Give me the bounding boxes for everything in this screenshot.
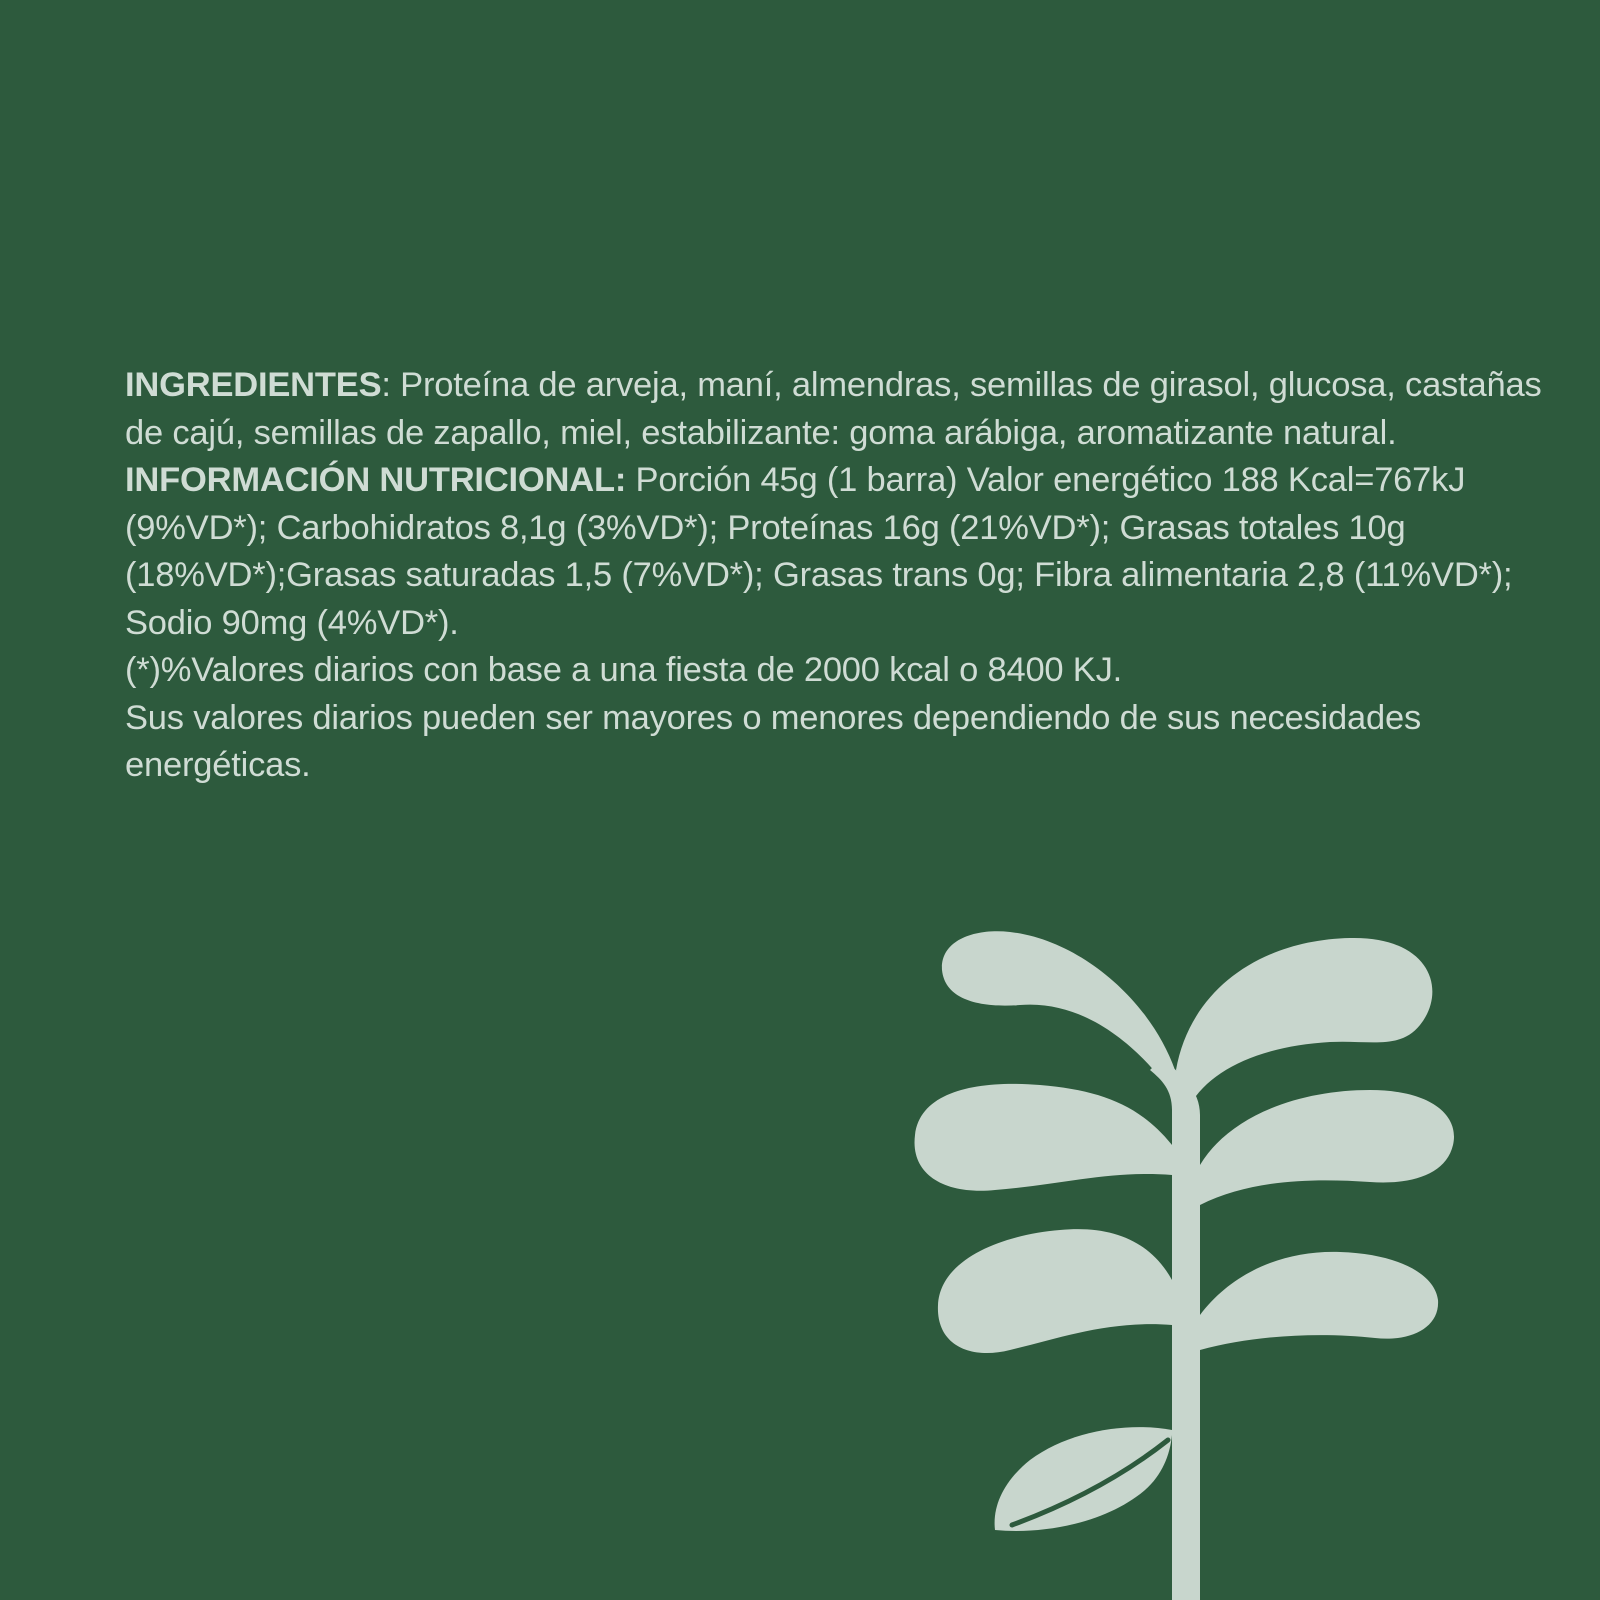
nutrition-paragraph [125, 457, 1545, 647]
ingredients-list: : Proteína de arveja, maní, almendras, semillas de girasol, glucosa, castañas de cajú, semillas de zapallo, miel, estabilizante: goma arábiga, aromatizante natural. [125, 366, 1542, 452]
ingredients-heading: INGREDIENTES [125, 366, 382, 404]
nutrition-label [125, 362, 1545, 790]
ingredients-paragraph [125, 362, 1545, 457]
plant-icon [900, 930, 1500, 1600]
daily-values-disclaimer: Sus valores diarios pueden ser mayores o menores dependiendo de sus necesidades energéticas. [125, 698, 1422, 784]
daily-values-note: (*)%Valores diarios con base a una fiesta de 2000 kcal o 8400 KJ. [125, 651, 1123, 689]
nutrition-facts: Porción 45g (1 barra) Valor energético 188 Kcal=767kJ (9%VD*); Carbohidratos 8,1g (3%VD*); Proteínas 16g (21%VD*); Grasas totales 10g (18%VD*);Grasas saturadas 1,5 (7%VD*); Grasas trans 0g; Fibra alimentaria 2,8 (11%VD*); Sodio 90mg (4%VD*). [125, 461, 1513, 642]
nutrition-heading: INFORMACIÓN NUTRICIONAL: [125, 461, 627, 499]
